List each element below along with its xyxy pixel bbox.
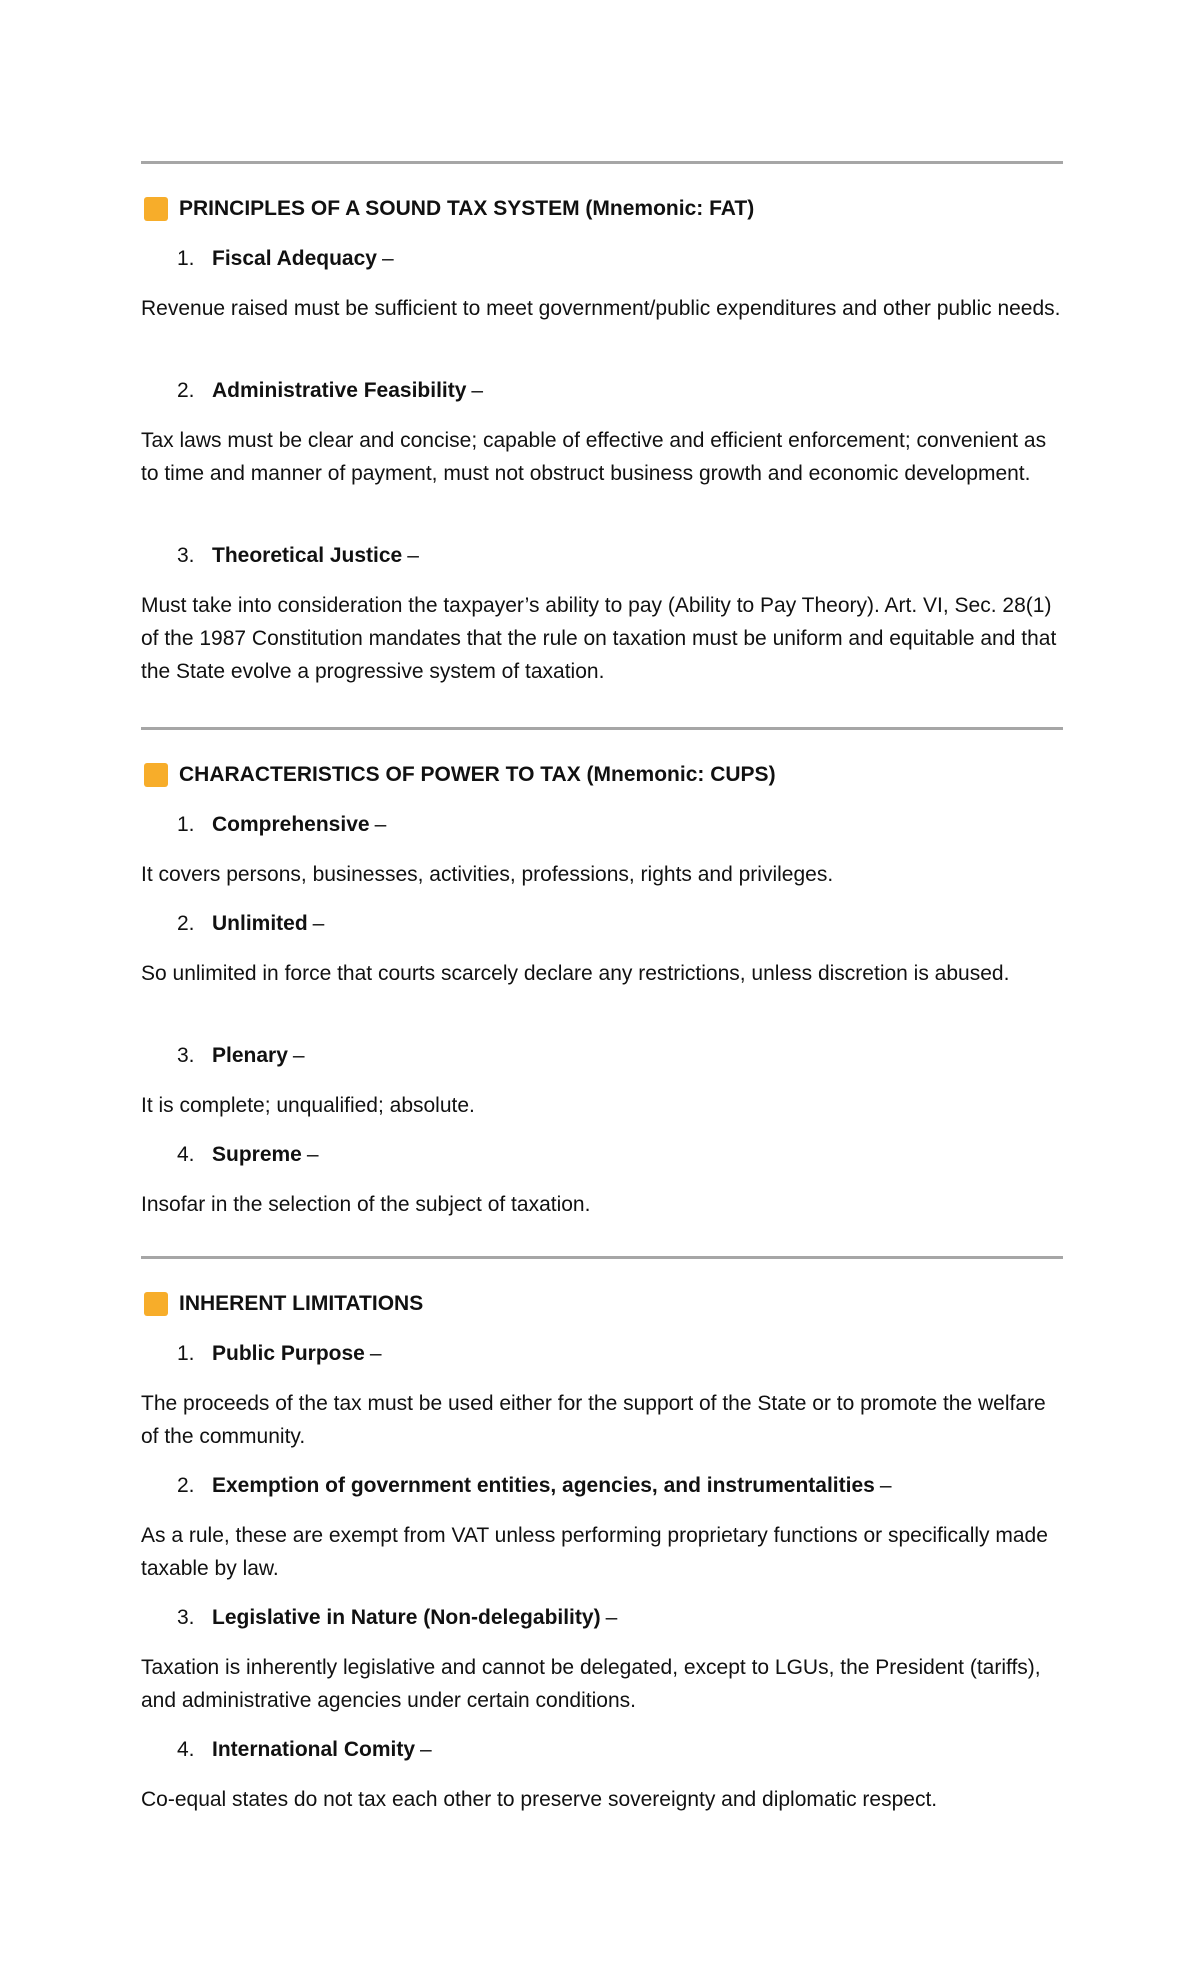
list-item [141,1736,1063,1764]
item-description-block [141,957,1063,990]
list-item [141,1604,1063,1632]
item-description: Co-equal states do not tax each other to preserve sovereignty and diplomatic respect. [141,1788,938,1811]
orange-square-icon [144,197,168,221]
item-number: 3. [177,544,195,567]
list-item [141,811,1063,839]
item-dash: – [605,1606,618,1629]
list-item [141,1472,1063,1500]
item-description-block [141,1387,1063,1453]
item-description-block [141,589,1063,688]
item-term: Comprehensive [212,813,370,836]
item-term: International Comity [212,1738,416,1761]
item-term: Administrative Feasibility [212,379,467,402]
item-number: 2. [177,1474,195,1497]
item-description: Tax laws must be clear and concise; capable of effective and efficient enforcement; convenient as to time and manner of payment, must not obstruct business growth and economic development. [141,429,1047,485]
section-heading-limitations [141,1290,1063,1318]
item-description-block [141,858,1063,891]
item-description: It is complete; unqualified; absolute. [141,1094,475,1117]
item-number: 4. [177,1738,195,1761]
item-term: Supreme [212,1143,302,1166]
section-title: INHERENT LIMITATIONS [179,1292,424,1315]
item-description: The proceeds of the tax must be used either for the support of the State or to promote the welfare of the community. [141,1392,1046,1448]
section-divider [141,727,1063,730]
item-description-block [141,1651,1063,1717]
item-number: 3. [177,1606,195,1629]
section-characteristics [141,727,1063,730]
item-number: 2. [177,912,195,935]
section-title: PRINCIPLES OF A SOUND TAX SYSTEM (Mnemonic: FAT) [179,197,755,220]
item-dash: – [374,813,387,836]
item-description-block [141,1089,1063,1122]
list-item [141,1141,1063,1169]
orange-square-icon [144,1292,168,1316]
section-divider [141,161,1063,164]
item-term: Unlimited [212,912,308,935]
section-principles [141,161,1063,164]
item-description: As a rule, these are exempt from VAT unless performing proprietary functions or specifically made taxable by law. [141,1524,1048,1580]
item-description: Must take into consideration the taxpayer’s ability to pay (Ability to Pay Theory). Art. VI, Sec. 28(1) of the 1987 Constitution mandates that the rule on taxation must be uniform and equitable and that the State evolve a progressive system of taxation. [141,594,1057,683]
item-description-block [141,1188,1063,1221]
list-item [141,1042,1063,1070]
item-number: 2. [177,379,195,402]
item-term: Public Purpose [212,1342,365,1365]
item-description-block [141,424,1063,490]
item-term: Plenary [212,1044,288,1067]
list-item [141,377,1063,405]
item-dash: – [306,1143,319,1166]
item-number: 1. [177,247,195,270]
item-description-block [141,1519,1063,1585]
orange-square-icon [144,763,168,787]
list-item [141,910,1063,938]
item-dash: – [292,1044,305,1067]
section-title: CHARACTERISTICS OF POWER TO TAX (Mnemonic: CUPS) [179,763,776,786]
item-dash: – [369,1342,382,1365]
section-heading-principles [141,195,1063,223]
item-dash: – [420,1738,432,1761]
section-divider [141,1256,1063,1259]
item-description-block [141,292,1063,325]
item-term: Exemption of government entities, agencies, and instrumentalities [212,1474,875,1497]
list-item [141,542,1063,570]
item-dash: – [381,247,394,270]
item-number: 4. [177,1143,195,1166]
item-description: Taxation is inherently legislative and cannot be delegated, except to LGUs, the President (tariffs), and administrative agencies under certain conditions. [141,1656,1041,1712]
item-description-block [141,1783,1063,1816]
list-item [141,245,1063,273]
item-dash: – [471,379,484,402]
item-dash: – [407,544,419,567]
item-term: Theoretical Justice [212,544,403,567]
list-item [141,1340,1063,1368]
item-description: Revenue raised must be sufficient to meet government/public expenditures and other public needs. [141,297,1061,320]
item-description: Insofar in the selection of the subject of taxation. [141,1193,591,1216]
section-limitations [141,1256,1063,1259]
item-term: Legislative in Nature (Non-delegability) [212,1606,601,1629]
item-description: It covers persons, businesses, activities, professions, rights and privileges. [141,863,834,886]
item-dash: – [879,1474,892,1497]
item-number: 1. [177,813,195,836]
item-number: 1. [177,1342,195,1365]
section-heading-characteristics [141,761,1063,789]
item-description: So unlimited in force that courts scarcely declare any restrictions, unless discretion is abused. [141,962,1010,985]
item-dash: – [312,912,325,935]
item-number: 3. [177,1044,195,1067]
item-term: Fiscal Adequacy [212,247,377,270]
